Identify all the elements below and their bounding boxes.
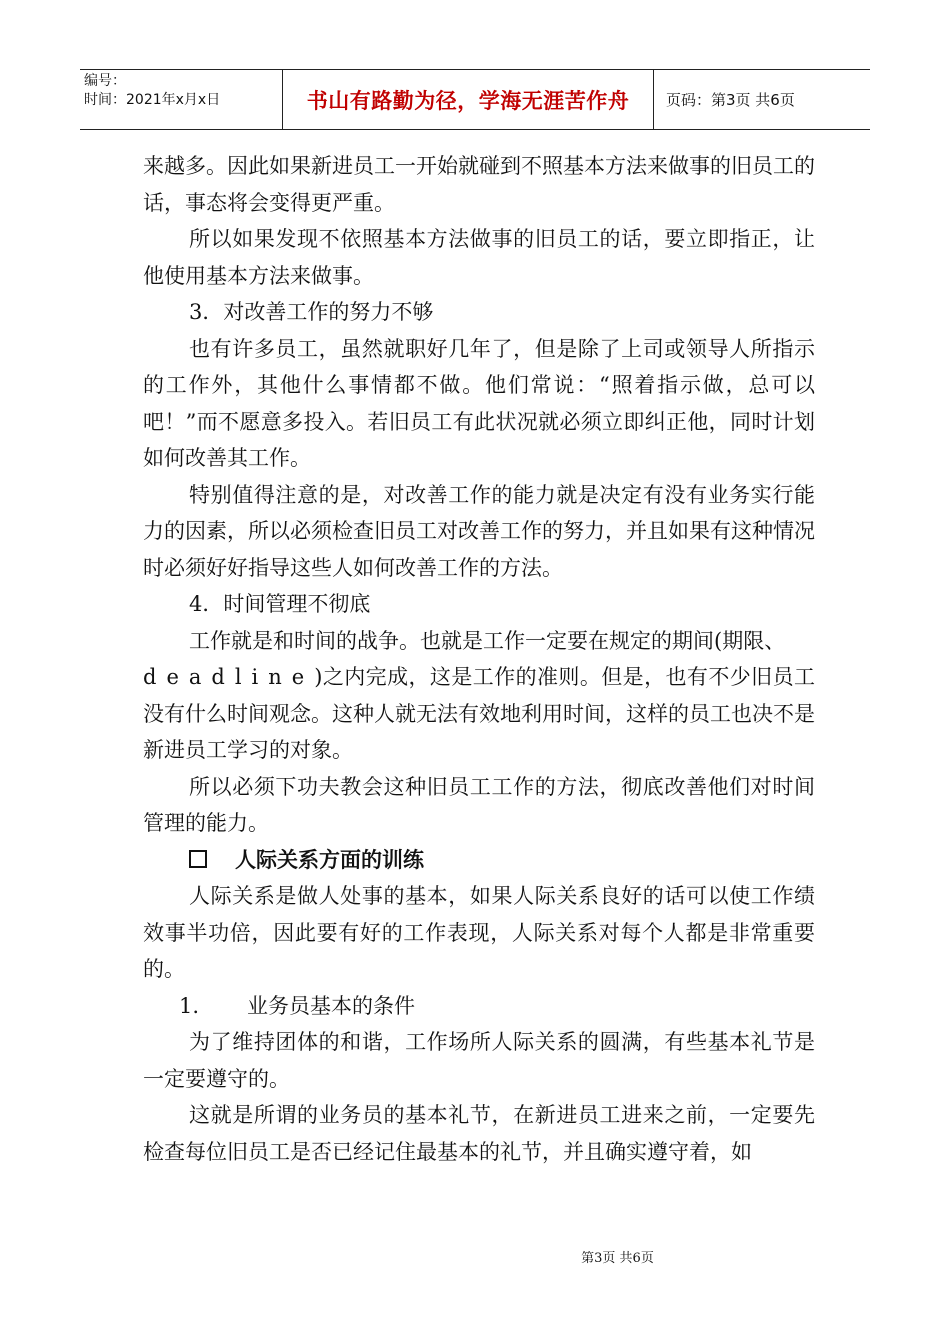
- heading-number: 1.: [179, 993, 200, 1018]
- page-header: [80, 69, 870, 130]
- checkbox-square-icon: [189, 850, 207, 868]
- heading-text: 人际关系方面的训练: [235, 847, 424, 872]
- paragraph: 也有许多员工，虽然就职好几年了，但是除了上司或领导人所指示的工作外，其他什么事情都不做。他们常说：“照着指示做，总可以吧！”而不愿意多投入。若旧员工有此状况就必须立即纠正他，同时计划如何改善其工作。: [143, 336, 815, 470]
- paragraph: 工作就是和时间的战争。也就是工作一定要在规定的期间(期限、: [189, 628, 786, 653]
- heading-text: 业务员基本的条件: [247, 993, 415, 1018]
- document-body: [143, 148, 815, 1170]
- section-heading-4: 4．时间管理不彻底: [189, 592, 371, 616]
- section-heading-interpersonal: [143, 842, 815, 879]
- number-label: 编号：: [84, 73, 126, 89]
- paragraph: 来越多。因此如果新进员工一开始就碰到不照基本方法来做事的旧员工的话，事态将会变得更严重。: [143, 154, 815, 215]
- paragraph: 为了维持团体的和谐，工作场所人际关系的圆满，有些基本礼节是一定要遵守的。: [143, 1030, 815, 1091]
- header-motto-cell: [282, 70, 654, 129]
- numbered-heading: [143, 988, 815, 1025]
- header-meta: [80, 70, 280, 131]
- header-page-cell: [656, 70, 880, 129]
- page-footer: 第3页 共6页: [581, 1251, 654, 1266]
- paragraph: 这就是所谓的业务员的基本礼节，在新进员工进来之前，一定要先检查每位旧员工是否已经记住最基本的礼节，并且确实遵守着，如: [143, 1103, 815, 1164]
- page-label: 页码：第3页 共6页: [666, 91, 795, 109]
- paragraph: deadline)之内完成，这是工作的准则。但是，也有不少旧员工没有什么时间观念。这种人就无法有效地利用时间，这样的员工也决不是新进员工学习的对象。: [143, 665, 815, 762]
- paragraph: 所以如果发现不依照基本方法做事的旧员工的话，要立即指正，让他使用基本方法来做事。: [143, 227, 815, 288]
- section-heading-3: 3．对改善工作的努力不够: [189, 300, 434, 324]
- date-label: 时间：2021年x月x日: [84, 92, 221, 108]
- motto: 书山有路勤为径，学海无涯苦作舟: [306, 88, 630, 113]
- deadline-word: deadline: [143, 665, 315, 689]
- paragraph: 人际关系是做人处事的基本，如果人际关系良好的话可以使工作绩效事半功倍，因此要有好的工作表现，人际关系对每个人都是非常重要的。: [143, 884, 815, 981]
- paragraph: 所以必须下功夫教会这种旧员工工作的方法，彻底改善他们对时间管理的能力。: [143, 774, 815, 835]
- paragraph: 特别值得注意的是，对改善工作的能力就是决定有没有业务实行能力的因素，所以必须检查旧员工对改善工作的努力，并且如果有这种情况时必须好好指导这些人如何改善工作的方法。: [143, 482, 815, 580]
